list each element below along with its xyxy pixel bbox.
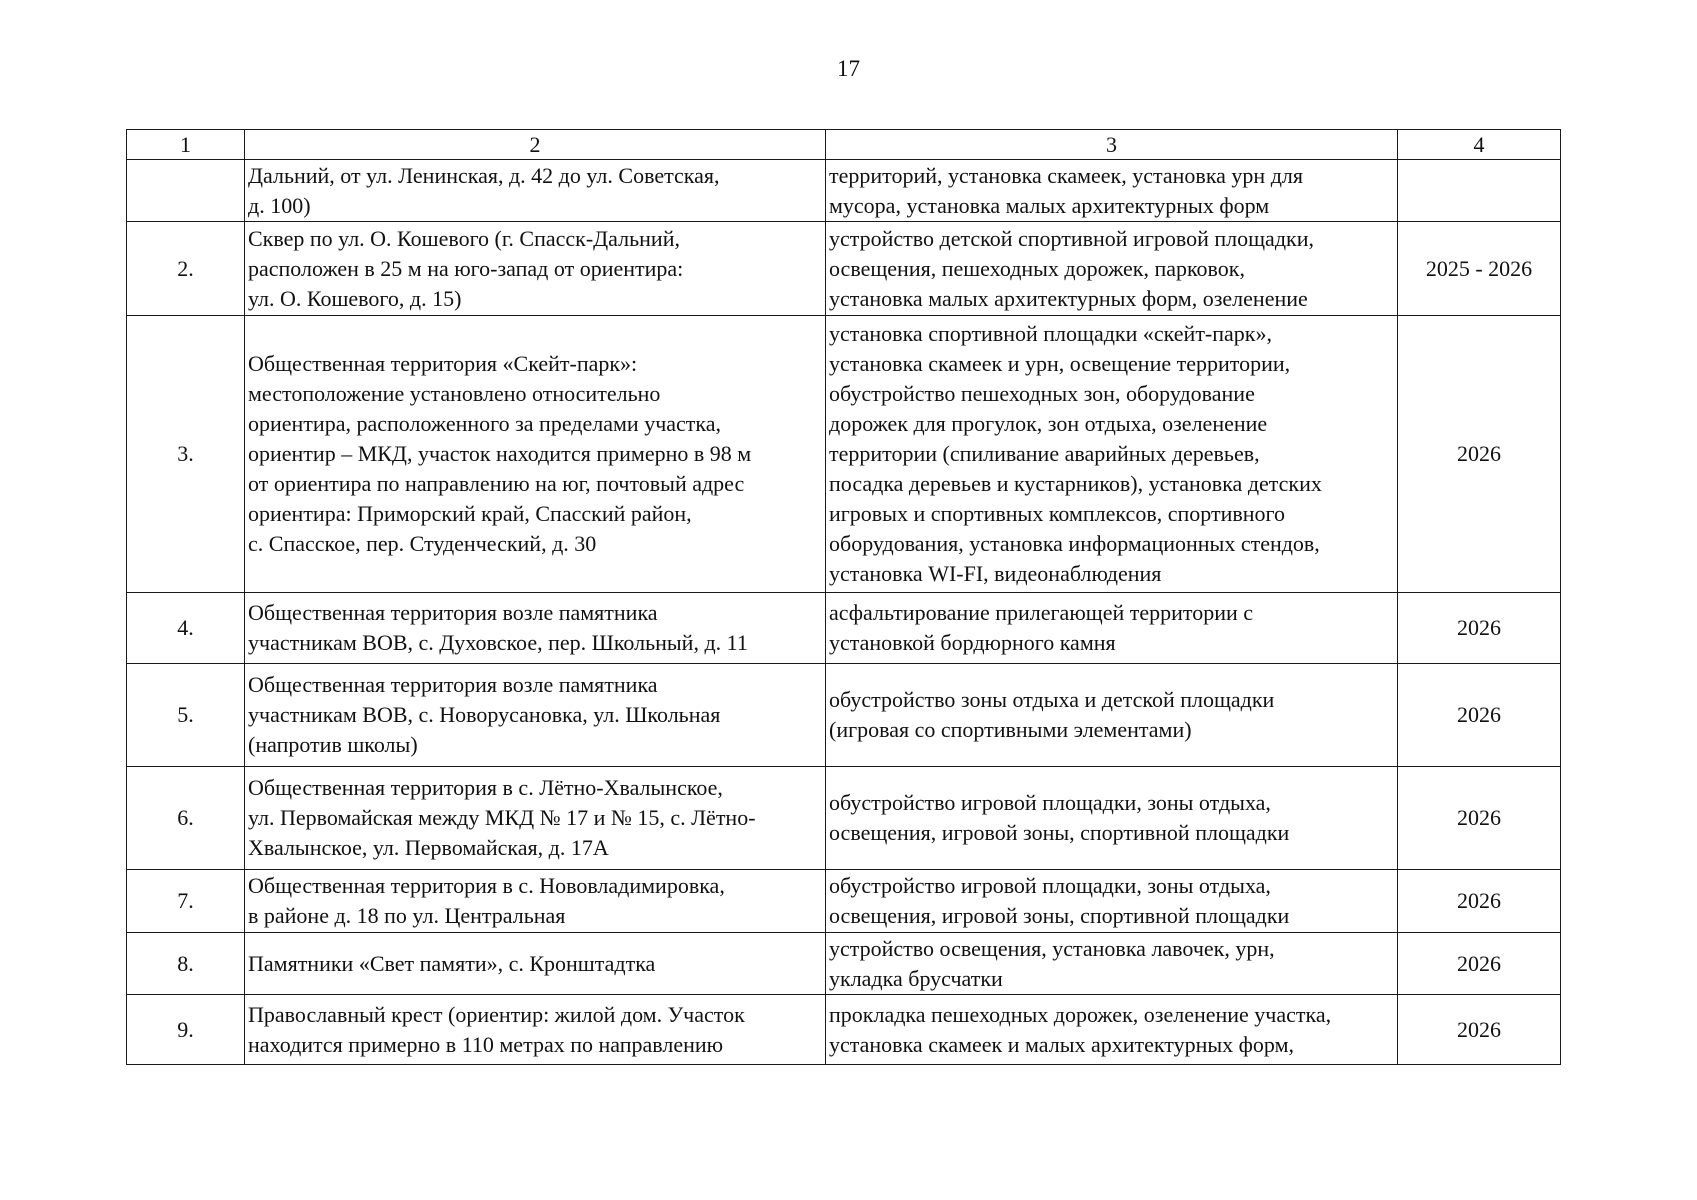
column-header-1: 1 xyxy=(127,130,245,160)
implementation-years: 2026 xyxy=(1398,664,1561,767)
table-row xyxy=(127,316,1561,593)
table-row xyxy=(127,870,1561,933)
page-number: 17 xyxy=(837,56,860,81)
implementation-years: 2026 xyxy=(1398,933,1561,995)
table-row xyxy=(127,664,1561,767)
work-description: обустройство зоны отдыха и детской площадки (игровая со спортивными элементами) xyxy=(826,664,1398,767)
table-row xyxy=(127,222,1561,316)
column-header-2: 2 xyxy=(245,130,826,160)
row-number xyxy=(127,160,245,222)
object-name: Православный крест (ориентир: жилой дом. Участок находится примерно в 110 метрах по направлению xyxy=(245,995,826,1065)
column-header-3: 3 xyxy=(826,130,1398,160)
table-row xyxy=(127,767,1561,870)
object-name: Общественная территория «Скейт-парк»: местоположение установлено относительно ориентира, расположенного за пределами участка, ориентир – МКД, участок находится примерно в 98 м от ориентира по направлению на юг, почтовый адрес ориентира: Приморский край, Спасский район, с. Спасское, пер. Студенческий, д. 30 xyxy=(245,316,826,593)
implementation-years: 2026 xyxy=(1398,316,1561,593)
row-number: 4. xyxy=(127,593,245,664)
implementation-years: 2026 xyxy=(1398,870,1561,933)
row-number: 7. xyxy=(127,870,245,933)
work-description: устройство детской спортивной игровой площадки, освещения, пешеходных дорожек, парковок, установка малых архитектурных форм, озеленение xyxy=(826,222,1398,316)
object-name: Общественная территория в с. Лётно-Хвалынское, ул. Первомайская между МКД № 17 и № 15, с. Лётно- Хвалынское, ул. Первомайская, д. 17А xyxy=(245,767,826,870)
work-description: устройство освещения, установка лавочек, урн, укладка брусчатки xyxy=(826,933,1398,995)
work-description: обустройство игровой площадки, зоны отдыха, освещения, игровой зоны, спортивной площадки xyxy=(826,767,1398,870)
implementation-years: 2026 xyxy=(1398,995,1561,1065)
work-description: установка спортивной площадки «скейт-парк», установка скамеек и урн, освещение территории, обустройство пешеходных зон, оборудование дорожек для прогулок, зон отдыха, озеленение территории (спиливание аварийных деревьев, посадка деревьев и кустарников), установка детских игровых и спортивных комплексов, спортивного оборудования, установка информационных стендов, установка WI-FI, видеонаблюдения xyxy=(826,316,1398,593)
objects-table xyxy=(126,129,1561,1065)
work-description: территорий, установка скамеек, установка урн для мусора, установка малых архитектурных форм xyxy=(826,160,1398,222)
row-number: 5. xyxy=(127,664,245,767)
object-name: Общественная территория возле памятника участникам ВОВ, с. Новорусановка, ул. Школьная (напротив школы) xyxy=(245,664,826,767)
table-header-row xyxy=(127,130,1561,160)
work-description: прокладка пешеходных дорожек, озеленение участка, установка скамеек и малых архитектурных форм, xyxy=(826,995,1398,1065)
object-name: Памятники «Свет памяти», с. Кронштадтка xyxy=(245,933,826,995)
row-number: 3. xyxy=(127,316,245,593)
table-row xyxy=(127,160,1561,222)
row-number: 6. xyxy=(127,767,245,870)
object-name: Общественная территория в с. Нововладимировка, в районе д. 18 по ул. Центральная xyxy=(245,870,826,933)
row-number: 8. xyxy=(127,933,245,995)
object-name: Дальний, от ул. Ленинская, д. 42 до ул. Советская, д. 100) xyxy=(245,160,826,222)
implementation-years: 2026 xyxy=(1398,767,1561,870)
implementation-years: 2026 xyxy=(1398,593,1561,664)
work-description: обустройство игровой площадки, зоны отдыха, освещения, игровой зоны, спортивной площадки xyxy=(826,870,1398,933)
object-name: Сквер по ул. О. Кошевого (г. Спасск-Дальний, расположен в 25 м на юго-запад от ориентира: ул. О. Кошевого, д. 15) xyxy=(245,222,826,316)
work-description: асфальтирование прилегающей территории с установкой бордюрного камня xyxy=(826,593,1398,664)
row-number: 2. xyxy=(127,222,245,316)
table-row xyxy=(127,995,1561,1065)
table-row xyxy=(127,933,1561,995)
implementation-years xyxy=(1398,160,1561,222)
object-name: Общественная территория возле памятника участникам ВОВ, с. Духовское, пер. Школьный, д. 11 xyxy=(245,593,826,664)
implementation-years: 2025 - 2026 xyxy=(1398,222,1561,316)
table-row xyxy=(127,593,1561,664)
column-header-4: 4 xyxy=(1398,130,1561,160)
row-number: 9. xyxy=(127,995,245,1065)
